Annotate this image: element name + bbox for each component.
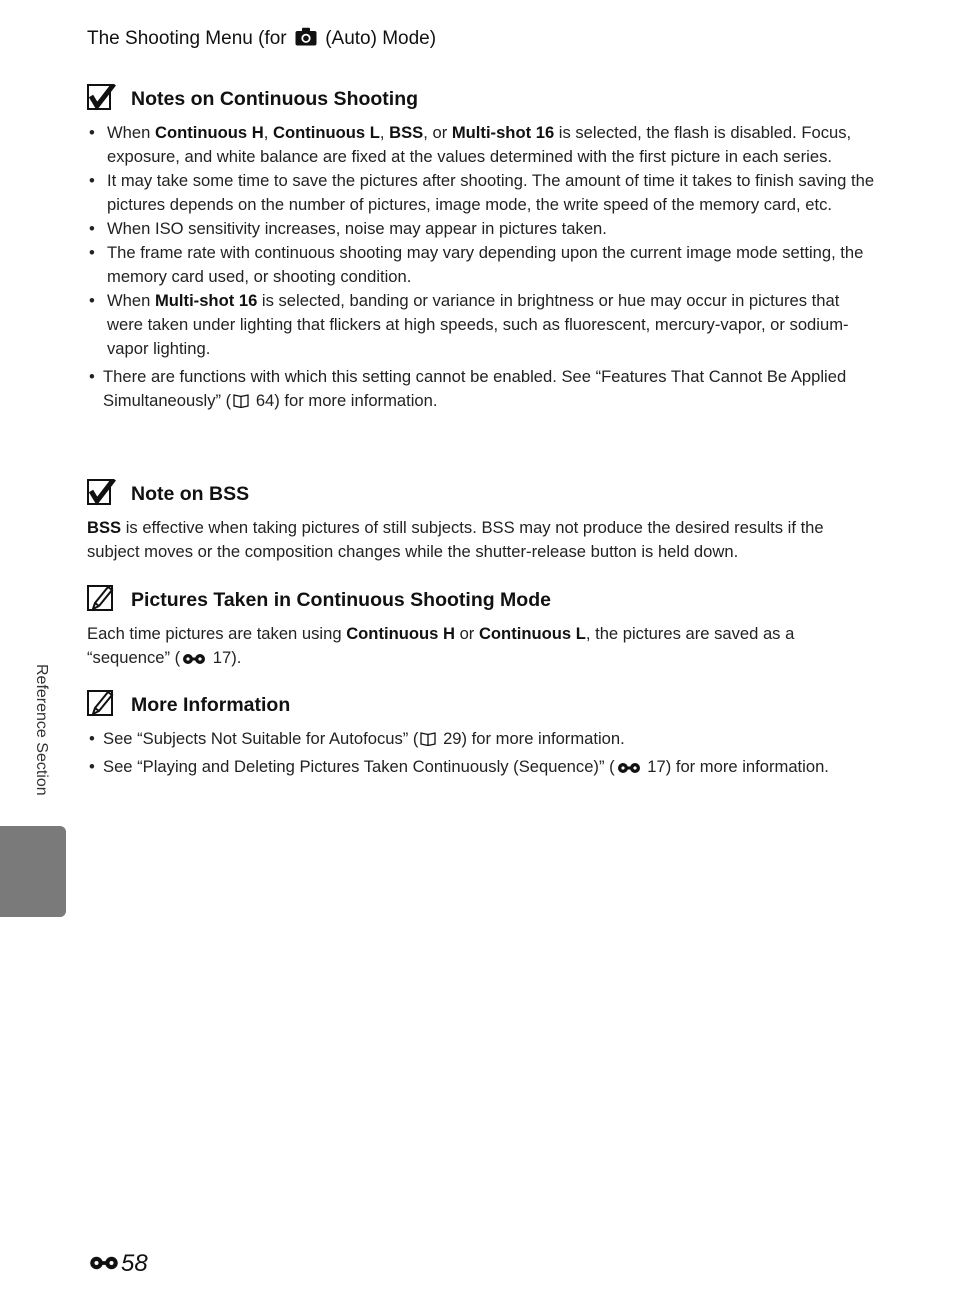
caution-check-icon — [87, 479, 117, 507]
list-item: • When Multi-shot 16 is selected, banding or variance in brightness or hue may occur in pictures that were taken under lighting that flickers at high speeds, such as fluorescent, mercury-vapor, or sodium-vapor lighting. — [87, 289, 877, 361]
book-icon — [420, 731, 436, 746]
section-pictures-sequence — [87, 585, 877, 670]
reference-section-icon — [617, 762, 641, 774]
section-heading — [87, 585, 877, 619]
body-paragraph: BSS is effective when taking pictures of still subjects. BSS may not produce the desired results if the subject moves or the composition changes while the shutter-release button is held down. — [87, 518, 824, 561]
header-text-after: (Auto) Mode) — [325, 28, 437, 49]
page-number: 58 — [87, 1250, 148, 1278]
reference-section-icon — [89, 1255, 119, 1271]
camera-icon — [295, 27, 317, 46]
section-note-bss — [87, 479, 877, 564]
section-tab — [0, 826, 66, 917]
bullet-list — [87, 121, 877, 361]
bullet-list — [87, 727, 877, 779]
list-item: • When Continuous H, Continuous L, BSS, or Multi-shot 16 is selected, the flash is disabled. Focus, exposure, and white balance are fixed at the values determined with the first picture in each series. — [87, 121, 877, 169]
list-item: • It may take some time to save the pictures after shooting. The amount of time it takes to finish saving the pictures depends on the number of pictures, image mode, the write speed of the memory card, etc. — [87, 169, 877, 217]
caution-check-icon — [87, 84, 117, 112]
pencil-note-icon — [87, 585, 117, 613]
section-title: Notes on Continuous Shooting — [131, 88, 419, 110]
body-paragraph: Each time pictures are taken using Continuous H or Continuous L, the pictures are saved as a “sequence” ( 17). — [87, 624, 795, 667]
header-text-before: The Shooting Menu (for — [87, 28, 287, 49]
pencil-note-icon — [87, 690, 117, 718]
list-item: • See “Subjects Not Suitable for Autofocus” ( 29) for more information. — [87, 727, 877, 751]
page-header — [87, 27, 436, 50]
list-item: • See “Playing and Deleting Pictures Taken Continuously (Sequence)” ( 17) for more information. — [87, 755, 877, 779]
section-more-information — [87, 690, 877, 779]
list-item: • When ISO sensitivity increases, noise may appear in pictures taken. — [87, 217, 877, 241]
list-item: • The frame rate with continuous shooting may vary depending upon the current image mode setting, the memory card used, or shooting condition. — [87, 241, 877, 289]
section-heading — [87, 84, 877, 118]
section-continuous-notes — [87, 84, 877, 413]
bullet-list — [87, 365, 877, 413]
section-title: More Information — [131, 694, 291, 716]
book-icon — [233, 393, 249, 408]
section-heading — [87, 690, 877, 724]
section-title: Note on BSS — [131, 483, 250, 505]
list-item: • There are functions with which this setting cannot be enabled. See “Features That Cannot Be Applied Simultaneously” ( 64) for more information. — [87, 365, 877, 413]
side-section-label: Reference Section — [33, 664, 50, 796]
section-heading — [87, 479, 877, 513]
section-title: Pictures Taken in Continuous Shooting Mode — [131, 589, 551, 611]
reference-section-icon — [182, 653, 206, 665]
